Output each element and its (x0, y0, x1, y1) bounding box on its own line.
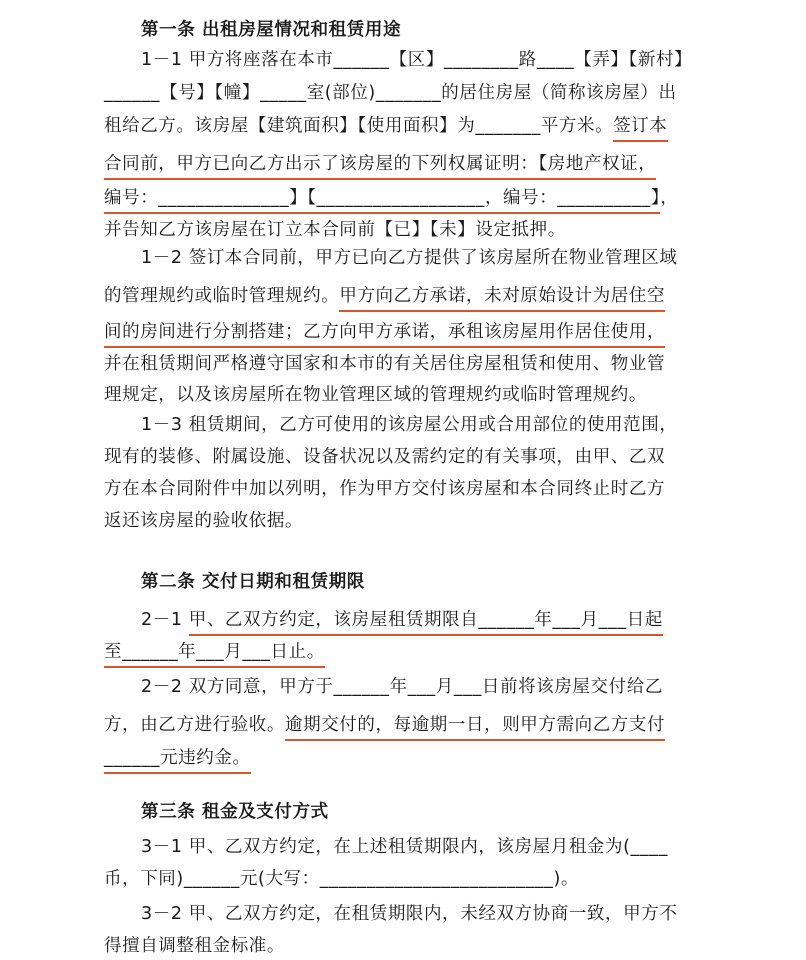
underlined-text: 间的房间进行分割搭建； (104, 322, 303, 348)
clause-line (104, 186, 678, 210)
underlined-text: 甲方向乙方承诺，未对原始设计为居住空 (339, 286, 665, 312)
clause-line (104, 114, 668, 138)
section-heading: 第二条 交付日期和租赁期限 (141, 572, 365, 592)
clause-line (141, 835, 668, 859)
clause-line (141, 413, 677, 437)
clause-line (104, 352, 665, 376)
clause-line (104, 746, 251, 770)
underlined-text: 签订本 (613, 116, 667, 142)
underlined-text: 至______年___月___日止。 (104, 642, 325, 668)
underlined-text: 逾期交付的，每逾期一日，则甲方需向乙方支付 (285, 715, 665, 741)
clause-line (104, 934, 285, 958)
clause-line (104, 477, 665, 501)
clause-line (104, 284, 665, 308)
text-segment: 1－3 租赁期间，乙方可使用的该房屋公用或合用部位的使用范围， (141, 415, 678, 435)
clause-line (104, 509, 303, 533)
text-segment: 并在租赁期间严格遵守国家和本市的有关居住房屋租赁和使用、物业管 (104, 354, 666, 374)
text-segment: 返还该房屋的验收依据。 (104, 511, 304, 531)
text-segment: 1－1 甲方将座落在本市______【区】________路____【弄】【新村】 (141, 50, 693, 70)
clause-line (141, 902, 677, 926)
text-segment: ______【号】【幢】_____室(部位)_______的居住房屋（简称该房屋）出 (104, 83, 677, 103)
text-segment: 并告知乙方该房屋在订立本合同前【已】【未】设定抵押。 (104, 220, 566, 240)
clause-line (104, 713, 665, 737)
underlined-text: 甲、乙双方约定，该房屋租赁期限自______年___月___日起 (189, 610, 663, 636)
text-segment: 3－2 甲、乙双方约定，在租赁期限内，未经双方协商一致，甲方不 (141, 904, 678, 924)
underlined-text: 合同前，甲方已向乙方出示了该房屋的下列权属证明：【房地产权证， (104, 154, 656, 180)
text-segment: 的管理规约或临时管理规约。 (104, 286, 340, 306)
underlined-text: ______元违约金。 (104, 748, 251, 774)
text-segment: 2－2 双方同意，甲方于______年___月___日前将该房屋交付给乙 (141, 677, 663, 697)
underlined-text: 乙方向甲方承诺，承租该房屋用作居住使用， (303, 322, 665, 348)
clause-line (104, 81, 677, 105)
clause-line (141, 246, 677, 270)
text-segment: 方，由乙方进行验收。 (104, 715, 285, 735)
clause-line (141, 675, 663, 699)
underlined-text: 编号：______________】【__________________，编号：__________】 (104, 188, 660, 214)
clause-line (104, 320, 665, 344)
clause-line (104, 445, 665, 469)
text-segment: 币，下同)______元(大写：_________________________)。 (104, 869, 580, 889)
clause-line (104, 152, 656, 176)
text-segment: 3－1 甲、乙双方约定，在上述租赁期限内，该房屋月租金为(____ (141, 837, 668, 857)
text-segment: 方在本合同附件中加以列明，作为甲方交付该房屋和本合同终止时乙方 (104, 479, 666, 499)
clause-line (141, 48, 692, 72)
text-segment: ， (660, 188, 679, 208)
text-segment: 租给乙方。该房屋【建筑面积】【使用面积】为_______平方米。 (104, 116, 614, 136)
text-segment: 1－2 签订本合同前，甲方已向乙方提供了该房屋所在物业管理区域 (141, 248, 678, 268)
clause-line (104, 218, 566, 242)
clause-line (104, 383, 647, 407)
text-segment: 现有的装修、附属设施、设备状况以及需约定的有关事项，由甲、乙双 (104, 447, 666, 467)
section-heading: 第一条 出租房屋情况和租赁用途 (141, 20, 402, 40)
section-heading: 第三条 租金及支付方式 (141, 802, 329, 822)
text-segment: 得擅自调整租金标准。 (104, 936, 285, 956)
text-segment: 理规定，以及该房屋所在物业管理区域的管理规约或临时管理规约。 (104, 385, 647, 405)
clause-line (104, 640, 325, 664)
clause-line (104, 867, 579, 891)
clause-line (141, 608, 663, 632)
text-segment: 2－1 (141, 610, 189, 630)
